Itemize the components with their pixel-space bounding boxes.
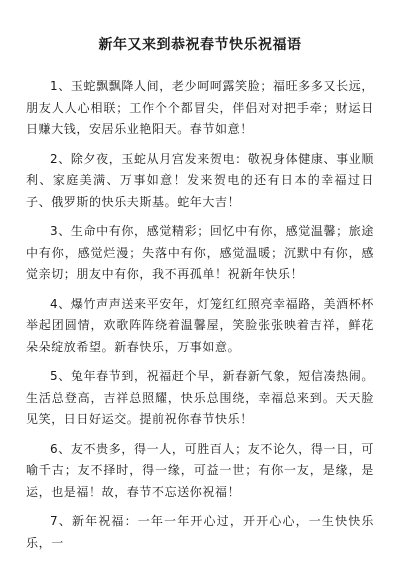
paragraph-3: 3、生命中有你，感觉精彩；回忆中有你，感觉温馨；旅途中有你，感觉烂漫；失落中有你，感觉温暖；沉默中有你，感觉亲切；朋友中有你，我不再孤单！祝新年快乐！ bbox=[26, 224, 374, 281]
paragraph-7: 7、新年祝福：一年一年开心过，开开心心，一生快快乐乐，一 bbox=[26, 514, 374, 550]
document-title: 新年又来到恭祝春节快乐祝福语 bbox=[98, 37, 302, 53]
paragraph-6: 6、友不贵多，得一人，可胜百人；友不论久，得一日，可喻千古；友不择时，得一缘，可益一世；有你一友，是缘，是运，也是福！故，春节不忘送你祝福！ bbox=[26, 441, 374, 499]
paragraph-4: 4、爆竹声声送来平安年，灯笼红红照亮幸福路，美酒杯杯举起团圆情，欢歌阵阵绕着温馨屋，笑脸张张映着吉祥，鲜花朵朵绽放希望。新春快乐，万事如意。 bbox=[26, 296, 374, 354]
paragraph-1: 1、玉蛇飘飘降人间，老少呵呵露笑脸；福旺多多又长远，朋友人人心相联；工作个个都冒尖，伴侣对对把手牵；财运日日赚大钱，安居乐业艳阳天。春节如意！ bbox=[26, 79, 374, 136]
paragraph-5: 5、兔年春节到，祝福赶个早，新春新气象，短信凑热闹。生活总登高，吉祥总照耀，快乐总围绕，幸福总来到。天天脸见笑，日日好运交。提前祝你春节快乐！ bbox=[26, 369, 374, 426]
paragraph-2: 2、除夕夜，玉蛇从月宫发来贺电：敬祝身体健康、事业顺利、家庭美满、万事如意！发来贺电的还有日本的幸福过日子、俄罗斯的快乐夫斯基。蛇年大吉！ bbox=[26, 151, 374, 209]
